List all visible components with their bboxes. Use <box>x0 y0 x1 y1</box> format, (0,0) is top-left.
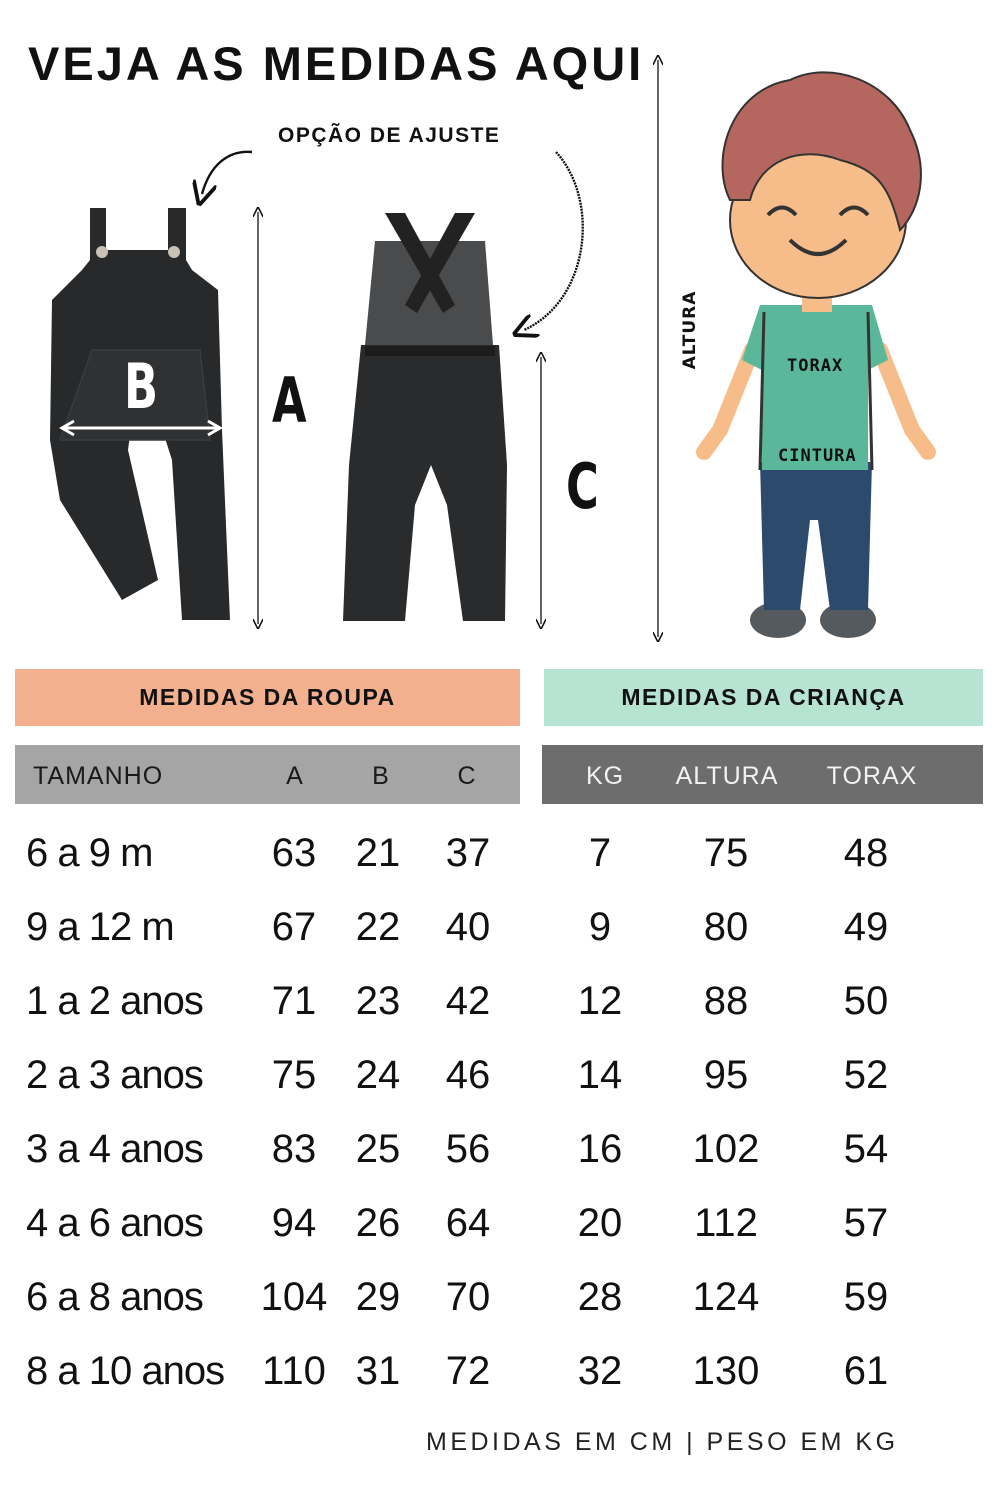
cell-a: 71 <box>271 979 317 1023</box>
table-row <box>0 1112 1000 1186</box>
table-row <box>0 964 1000 1038</box>
cell-kg: 28 <box>577 1275 623 1319</box>
cell-b: 26 <box>355 1201 401 1245</box>
cell-altura: 95 <box>703 1053 749 1097</box>
header-crianca <box>542 745 983 804</box>
cell-altura: 80 <box>703 905 749 949</box>
header-b: B <box>372 762 390 790</box>
measure-label-b: B <box>124 350 159 423</box>
header-roupa <box>15 745 520 804</box>
cell-a: 63 <box>271 831 317 875</box>
cell-kg: 20 <box>577 1201 623 1245</box>
header-tamanho: TAMANHO <box>33 762 164 790</box>
header-a: A <box>286 762 304 790</box>
header-altura: ALTURA <box>675 762 779 790</box>
section-crianca-title: MEDIDAS DA CRIANÇA <box>544 669 983 726</box>
table-row <box>0 890 1000 964</box>
cell-kg: 7 <box>588 831 612 875</box>
measure-label-a: A <box>272 364 307 437</box>
cell-torax: 61 <box>843 1349 889 1393</box>
cell-altura: 75 <box>703 831 749 875</box>
altura-vertical-label: ALTURA <box>680 290 700 370</box>
cell-torax: 59 <box>843 1275 889 1319</box>
cell-size: 6 a 8 anos <box>26 1275 203 1319</box>
cell-altura: 130 <box>692 1349 760 1393</box>
cell-size: 9 a 12 m <box>26 905 174 949</box>
cell-torax: 57 <box>843 1201 889 1245</box>
cell-altura: 112 <box>694 1201 758 1245</box>
measure-label-c: C <box>566 450 599 523</box>
cell-b: 24 <box>355 1053 401 1097</box>
cell-kg: 32 <box>577 1349 623 1393</box>
cell-altura: 102 <box>692 1127 760 1171</box>
cell-size: 6 a 9 m <box>26 831 153 875</box>
cell-c: 70 <box>445 1275 491 1319</box>
cell-c: 37 <box>445 831 491 875</box>
table-row <box>0 1038 1000 1112</box>
adjust-arrow-left <box>202 152 252 194</box>
cell-kg: 9 <box>588 905 612 949</box>
cell-kg: 16 <box>577 1127 623 1171</box>
adjust-arrow-right <box>524 152 583 330</box>
cell-torax: 48 <box>843 831 889 875</box>
cell-b: 29 <box>355 1275 401 1319</box>
cell-a: 110 <box>262 1349 326 1393</box>
cell-c: 64 <box>445 1201 491 1245</box>
cell-size: 4 a 6 anos <box>26 1201 203 1245</box>
cell-kg: 12 <box>577 979 623 1023</box>
cell-torax: 54 <box>843 1127 889 1171</box>
header-torax: TORAX <box>826 762 918 790</box>
cell-size: 1 a 2 anos <box>26 979 203 1023</box>
overall-back-illustration <box>335 205 515 630</box>
cell-c: 72 <box>445 1349 491 1393</box>
cell-b: 25 <box>355 1127 401 1171</box>
cell-b: 31 <box>355 1349 401 1393</box>
cell-a: 104 <box>260 1275 328 1319</box>
table-row <box>0 1334 1000 1408</box>
adjust-option-label: OPÇÃO DE AJUSTE <box>278 124 501 147</box>
cell-torax: 49 <box>843 905 889 949</box>
cell-size: 2 a 3 anos <box>26 1053 203 1097</box>
child-illustration <box>690 50 950 645</box>
cell-torax: 52 <box>843 1053 889 1097</box>
cell-altura: 88 <box>703 979 749 1023</box>
header-kg: KG <box>585 762 625 790</box>
cell-c: 56 <box>445 1127 491 1171</box>
section-roupa-title: MEDIDAS DA ROUPA <box>15 669 520 726</box>
table-row <box>0 816 1000 890</box>
cintura-label: CINTURA <box>778 446 857 466</box>
cell-kg: 14 <box>577 1053 623 1097</box>
cell-c: 42 <box>445 979 491 1023</box>
cell-c: 46 <box>445 1053 491 1097</box>
cell-c: 40 <box>445 905 491 949</box>
header-c: C <box>457 762 477 790</box>
page-title: VEJA AS MEDIDAS AQUI <box>28 37 645 90</box>
units-footer: MEDIDAS EM CM | PESO EM KG <box>426 1428 899 1456</box>
cell-a: 94 <box>271 1201 317 1245</box>
cell-b: 21 <box>355 831 401 875</box>
cell-b: 23 <box>355 979 401 1023</box>
cell-b: 22 <box>355 905 401 949</box>
cell-a: 83 <box>271 1127 317 1171</box>
cell-altura: 124 <box>692 1275 760 1319</box>
cell-size: 3 a 4 anos <box>26 1127 203 1171</box>
cell-torax: 50 <box>843 979 889 1023</box>
cell-size: 8 a 10 anos <box>26 1349 225 1393</box>
table-row <box>0 1186 1000 1260</box>
torax-label: TORAX <box>787 356 844 376</box>
cell-a: 75 <box>271 1053 317 1097</box>
cell-a: 67 <box>271 905 317 949</box>
table-row <box>0 1260 1000 1334</box>
